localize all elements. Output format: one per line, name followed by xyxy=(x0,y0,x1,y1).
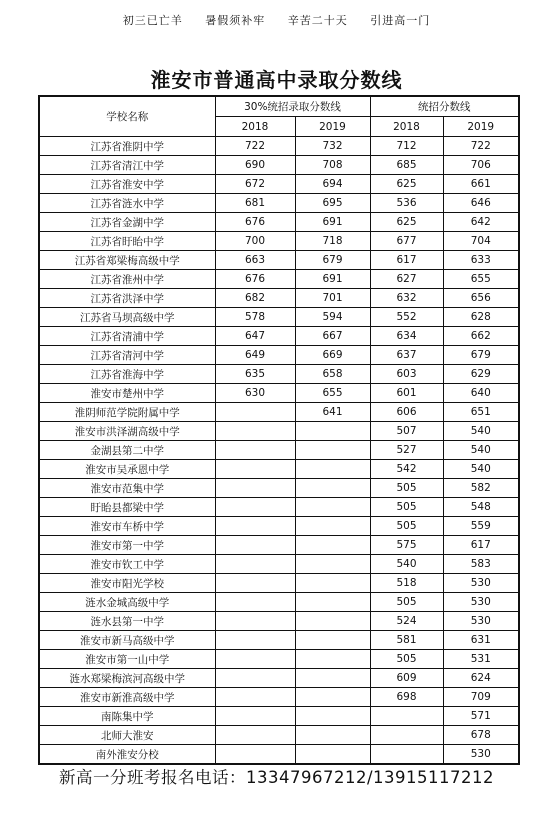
table-row xyxy=(39,688,519,707)
score-unified-2018: 627 xyxy=(370,270,443,289)
school-name-cell: 江苏省淮海中学 xyxy=(39,365,215,384)
score-unified-2018: 575 xyxy=(370,536,443,555)
score-unified-2019: 582 xyxy=(443,479,519,498)
score-30pct-2018 xyxy=(215,631,295,650)
table-row xyxy=(39,308,519,327)
school-name-cell: 淮安市钦工中学 xyxy=(39,555,215,574)
score-unified-2018: 542 xyxy=(370,460,443,479)
score-30pct-2019 xyxy=(295,688,370,707)
score-30pct-2019 xyxy=(295,669,370,688)
score-unified-2019: 709 xyxy=(443,688,519,707)
table-row xyxy=(39,498,519,517)
score-30pct-2018: 682 xyxy=(215,289,295,308)
score-unified-2019: 655 xyxy=(443,270,519,289)
score-unified-2019: 571 xyxy=(443,707,519,726)
score-unified-2019: 662 xyxy=(443,327,519,346)
score-30pct-2019: 701 xyxy=(295,289,370,308)
score-unified-2018: 634 xyxy=(370,327,443,346)
score-unified-2018: 712 xyxy=(370,137,443,156)
score-unified-2018: 505 xyxy=(370,650,443,669)
school-name-cell: 淮安市范集中学 xyxy=(39,479,215,498)
score-unified-2018: 581 xyxy=(370,631,443,650)
score-unified-2019: 651 xyxy=(443,403,519,422)
score-unified-2018 xyxy=(370,707,443,726)
school-name-cell: 淮安市吴承恩中学 xyxy=(39,460,215,479)
school-name-cell: 江苏省淮安中学 xyxy=(39,175,215,194)
slogan-3: 辛苦二十天 xyxy=(287,14,348,27)
score-30pct-2019: 594 xyxy=(295,308,370,327)
table-row xyxy=(39,631,519,650)
school-name-cell: 淮安市第一山中学 xyxy=(39,650,215,669)
score-30pct-2018 xyxy=(215,688,295,707)
school-name-cell: 淮安市楚州中学 xyxy=(39,384,215,403)
table-row xyxy=(39,403,519,422)
table-row xyxy=(39,555,519,574)
score-30pct-2018: 690 xyxy=(215,156,295,175)
table-row xyxy=(39,574,519,593)
score-30pct-2019 xyxy=(295,479,370,498)
score-30pct-2018 xyxy=(215,460,295,479)
school-name-cell: 淮安市新淮高级中学 xyxy=(39,688,215,707)
score-30pct-2019: 691 xyxy=(295,270,370,289)
score-30pct-2018 xyxy=(215,441,295,460)
score-30pct-2019 xyxy=(295,726,370,745)
score-unified-2019: 631 xyxy=(443,631,519,650)
score-30pct-2019: 708 xyxy=(295,156,370,175)
score-30pct-2018: 681 xyxy=(215,194,295,213)
score-unified-2019: 628 xyxy=(443,308,519,327)
score-unified-2019: 617 xyxy=(443,536,519,555)
score-30pct-2019: 669 xyxy=(295,346,370,365)
school-name-cell: 淮安市新马高级中学 xyxy=(39,631,215,650)
table-row xyxy=(39,346,519,365)
slogan-2: 暑假须补牢 xyxy=(205,14,266,27)
score-unified-2018: 527 xyxy=(370,441,443,460)
score-30pct-2018: 649 xyxy=(215,346,295,365)
table-row xyxy=(39,327,519,346)
group-unified-header: 统招分数线 xyxy=(370,96,519,117)
score-30pct-2018 xyxy=(215,517,295,536)
school-name-cell: 淮安市车桥中学 xyxy=(39,517,215,536)
school-name-cell: 淮阴师范学院附属中学 xyxy=(39,403,215,422)
table-row xyxy=(39,707,519,726)
table-row xyxy=(39,441,519,460)
score-unified-2018: 625 xyxy=(370,175,443,194)
score-unified-2019: 640 xyxy=(443,384,519,403)
score-table xyxy=(38,95,520,765)
score-30pct-2018: 578 xyxy=(215,308,295,327)
school-name-cell: 江苏省马坝高级中学 xyxy=(39,308,215,327)
header-slogans xyxy=(0,12,553,28)
table-row xyxy=(39,194,519,213)
score-30pct-2018 xyxy=(215,707,295,726)
table-body xyxy=(39,137,519,765)
score-unified-2018: 603 xyxy=(370,365,443,384)
score-unified-2018: 540 xyxy=(370,555,443,574)
score-30pct-2019 xyxy=(295,612,370,631)
score-30pct-2018: 672 xyxy=(215,175,295,194)
score-unified-2018: 505 xyxy=(370,498,443,517)
table-row xyxy=(39,669,519,688)
score-30pct-2019: 641 xyxy=(295,403,370,422)
score-30pct-2018: 700 xyxy=(215,232,295,251)
score-unified-2019: 540 xyxy=(443,460,519,479)
table-row xyxy=(39,422,519,441)
score-30pct-2019 xyxy=(295,441,370,460)
score-30pct-2018 xyxy=(215,726,295,745)
score-unified-2018: 637 xyxy=(370,346,443,365)
school-name-cell: 淮安市第一中学 xyxy=(39,536,215,555)
score-30pct-2018 xyxy=(215,745,295,765)
score-30pct-2019: 695 xyxy=(295,194,370,213)
score-unified-2019: 531 xyxy=(443,650,519,669)
score-unified-2019: 530 xyxy=(443,745,519,765)
score-unified-2019: 656 xyxy=(443,289,519,308)
year-header: 2018 xyxy=(370,117,443,137)
score-unified-2019: 540 xyxy=(443,441,519,460)
score-unified-2018 xyxy=(370,726,443,745)
score-unified-2019: 706 xyxy=(443,156,519,175)
school-name-cell: 江苏省清浦中学 xyxy=(39,327,215,346)
score-30pct-2018 xyxy=(215,593,295,612)
table-row xyxy=(39,213,519,232)
score-unified-2018: 518 xyxy=(370,574,443,593)
table-row xyxy=(39,289,519,308)
page-title: 淮安市普通高中录取分数线 xyxy=(150,68,403,92)
score-unified-2019: 679 xyxy=(443,346,519,365)
school-name-cell: 金湖县第二中学 xyxy=(39,441,215,460)
table-row xyxy=(39,384,519,403)
score-30pct-2018 xyxy=(215,574,295,593)
score-30pct-2019 xyxy=(295,707,370,726)
score-unified-2019: 530 xyxy=(443,593,519,612)
score-30pct-2019 xyxy=(295,460,370,479)
score-30pct-2018: 676 xyxy=(215,213,295,232)
score-30pct-2019: 732 xyxy=(295,137,370,156)
score-30pct-2019 xyxy=(295,574,370,593)
score-30pct-2018: 630 xyxy=(215,384,295,403)
score-unified-2018: 625 xyxy=(370,213,443,232)
score-unified-2019: 678 xyxy=(443,726,519,745)
score-30pct-2018: 676 xyxy=(215,270,295,289)
score-unified-2018: 698 xyxy=(370,688,443,707)
score-unified-2018: 606 xyxy=(370,403,443,422)
score-unified-2019: 548 xyxy=(443,498,519,517)
score-unified-2019: 629 xyxy=(443,365,519,384)
school-name-cell: 涟水县第一中学 xyxy=(39,612,215,631)
score-unified-2019: 530 xyxy=(443,612,519,631)
score-30pct-2018: 635 xyxy=(215,365,295,384)
score-30pct-2019: 655 xyxy=(295,384,370,403)
school-name-cell: 江苏省清江中学 xyxy=(39,156,215,175)
score-unified-2019: 633 xyxy=(443,251,519,270)
score-unified-2019: 583 xyxy=(443,555,519,574)
registration-phone: 新高一分班考报名电话：13347967212/13915117212 xyxy=(58,768,494,787)
score-30pct-2018: 722 xyxy=(215,137,295,156)
score-unified-2018: 685 xyxy=(370,156,443,175)
school-name-cell: 江苏省盱眙中学 xyxy=(39,232,215,251)
score-30pct-2018 xyxy=(215,650,295,669)
score-30pct-2019 xyxy=(295,555,370,574)
year-header: 2019 xyxy=(443,117,519,137)
score-30pct-2018 xyxy=(215,422,295,441)
table-row xyxy=(39,517,519,536)
score-unified-2018: 609 xyxy=(370,669,443,688)
score-unified-2018: 505 xyxy=(370,593,443,612)
school-name-header: 学校名称 xyxy=(39,96,215,137)
school-name-cell: 涟水金城高级中学 xyxy=(39,593,215,612)
score-unified-2019: 540 xyxy=(443,422,519,441)
table-row xyxy=(39,460,519,479)
school-name-cell: 淮安市阳光学校 xyxy=(39,574,215,593)
school-name-cell: 江苏省清河中学 xyxy=(39,346,215,365)
score-30pct-2019: 718 xyxy=(295,232,370,251)
score-unified-2019: 661 xyxy=(443,175,519,194)
score-30pct-2018: 663 xyxy=(215,251,295,270)
score-unified-2018: 524 xyxy=(370,612,443,631)
score-30pct-2019 xyxy=(295,745,370,765)
table-row xyxy=(39,536,519,555)
score-unified-2019: 559 xyxy=(443,517,519,536)
score-30pct-2019: 691 xyxy=(295,213,370,232)
score-30pct-2018 xyxy=(215,498,295,517)
score-unified-2019: 530 xyxy=(443,574,519,593)
school-name-cell: 江苏省洪泽中学 xyxy=(39,289,215,308)
score-30pct-2018 xyxy=(215,403,295,422)
table-row xyxy=(39,726,519,745)
slogan-4: 引进高一门 xyxy=(370,14,431,27)
score-unified-2018: 507 xyxy=(370,422,443,441)
school-name-cell: 南外淮安分校 xyxy=(39,745,215,765)
score-30pct-2019 xyxy=(295,536,370,555)
score-30pct-2018: 647 xyxy=(215,327,295,346)
score-unified-2019: 722 xyxy=(443,137,519,156)
table-row xyxy=(39,612,519,631)
score-unified-2019: 642 xyxy=(443,213,519,232)
school-name-cell: 江苏省淮阴中学 xyxy=(39,137,215,156)
table-row xyxy=(39,270,519,289)
score-unified-2018: 552 xyxy=(370,308,443,327)
table-row xyxy=(39,745,519,765)
score-30pct-2019 xyxy=(295,422,370,441)
group-30pct-header: 30%统招录取分数线 xyxy=(215,96,370,117)
score-30pct-2019 xyxy=(295,650,370,669)
score-30pct-2018 xyxy=(215,555,295,574)
school-name-cell: 淮安市洪泽湖高级中学 xyxy=(39,422,215,441)
score-30pct-2018 xyxy=(215,669,295,688)
score-30pct-2019 xyxy=(295,498,370,517)
school-name-cell: 江苏省淮州中学 xyxy=(39,270,215,289)
score-unified-2018: 617 xyxy=(370,251,443,270)
score-30pct-2018 xyxy=(215,479,295,498)
score-unified-2018: 677 xyxy=(370,232,443,251)
score-unified-2018 xyxy=(370,745,443,765)
score-30pct-2019: 679 xyxy=(295,251,370,270)
score-30pct-2019: 667 xyxy=(295,327,370,346)
score-30pct-2018 xyxy=(215,612,295,631)
table-row xyxy=(39,593,519,612)
school-name-cell: 江苏省涟水中学 xyxy=(39,194,215,213)
score-unified-2019: 704 xyxy=(443,232,519,251)
score-30pct-2019: 658 xyxy=(295,365,370,384)
score-unified-2018: 505 xyxy=(370,517,443,536)
score-unified-2018: 505 xyxy=(370,479,443,498)
school-name-cell: 北师大淮安 xyxy=(39,726,215,745)
school-name-cell: 江苏省郑梁梅高级中学 xyxy=(39,251,215,270)
score-unified-2018: 632 xyxy=(370,289,443,308)
score-unified-2019: 624 xyxy=(443,669,519,688)
table-row xyxy=(39,156,519,175)
table-row xyxy=(39,232,519,251)
school-name-cell: 涟水郑梁梅滨河高级中学 xyxy=(39,669,215,688)
table-row xyxy=(39,175,519,194)
school-name-cell: 江苏省金湖中学 xyxy=(39,213,215,232)
score-30pct-2019 xyxy=(295,517,370,536)
year-header: 2018 xyxy=(215,117,295,137)
score-unified-2018: 601 xyxy=(370,384,443,403)
table-row xyxy=(39,650,519,669)
school-name-cell: 盱眙县都梁中学 xyxy=(39,498,215,517)
year-header: 2019 xyxy=(295,117,370,137)
school-name-cell: 南陈集中学 xyxy=(39,707,215,726)
score-30pct-2019: 694 xyxy=(295,175,370,194)
score-30pct-2019 xyxy=(295,631,370,650)
score-unified-2019: 646 xyxy=(443,194,519,213)
table-row xyxy=(39,251,519,270)
table-row xyxy=(39,365,519,384)
table-row xyxy=(39,479,519,498)
slogan-1: 初三已亡羊 xyxy=(122,14,183,27)
table-row xyxy=(39,137,519,156)
score-30pct-2018 xyxy=(215,536,295,555)
score-unified-2018: 536 xyxy=(370,194,443,213)
score-30pct-2019 xyxy=(295,593,370,612)
